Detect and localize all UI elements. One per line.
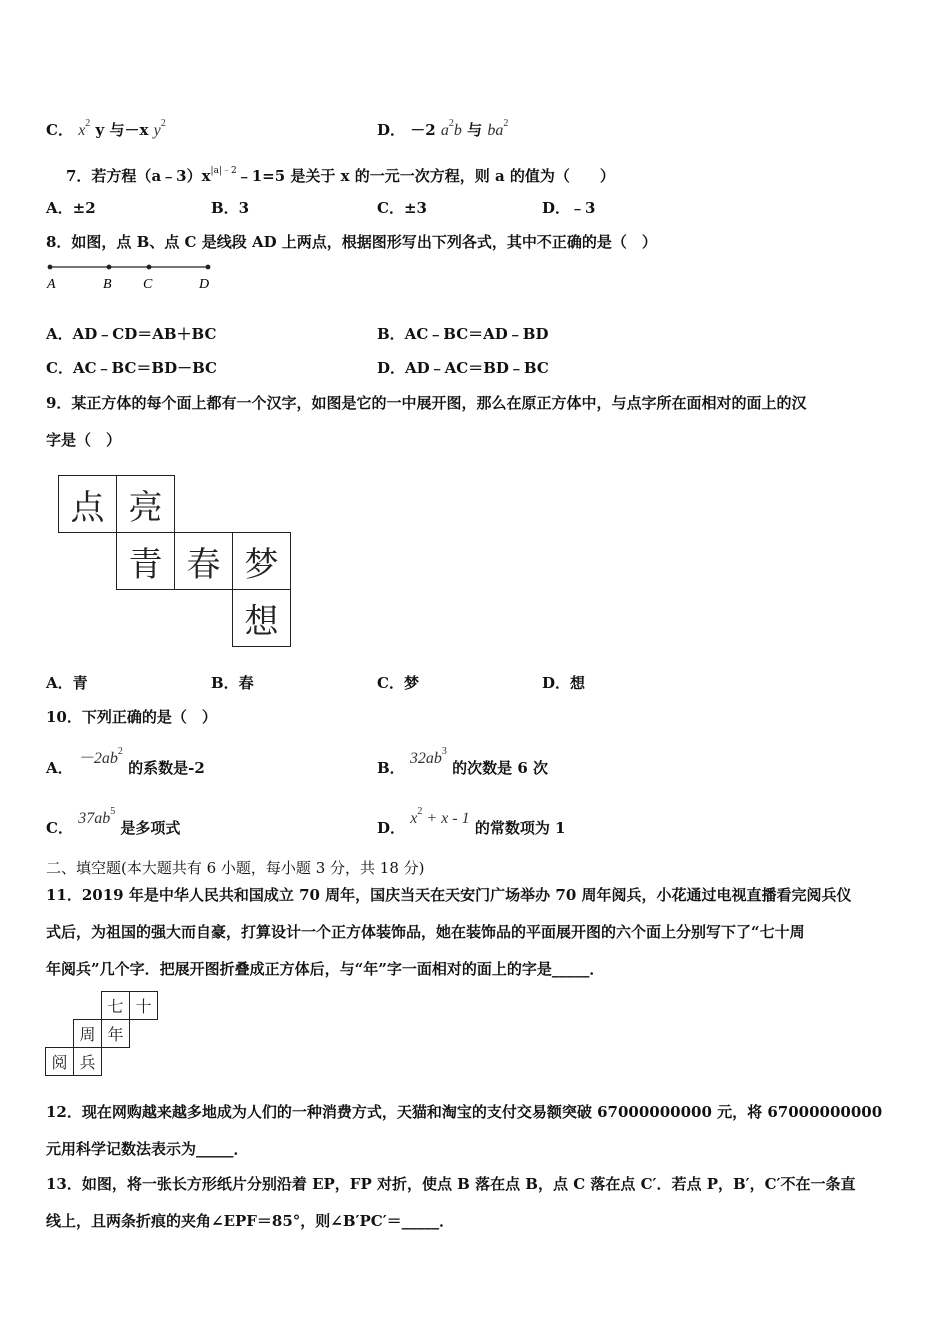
- q10-c-expr: [78, 806, 116, 827]
- q10-c-label: C．: [46, 819, 73, 837]
- q11-net-face-5: 阅: [46, 1048, 74, 1076]
- point-a-label: A: [47, 277, 56, 292]
- q6-option-d: [377, 114, 508, 141]
- q11-net-face-2: 十: [130, 992, 158, 1020]
- q10-b-expr-text: 32ab: [409, 750, 442, 767]
- q6-d-pre: －2: [410, 121, 436, 139]
- q6-c-e1sup: 2: [85, 118, 91, 129]
- q11-cube-net: [45, 991, 158, 1076]
- q11-line3: 年阅兵”几个字．把展开图折叠成正方体后，与“年”字一面相对的面上的字是_____．: [46, 960, 605, 978]
- q10-d-rest: + x - 1: [422, 810, 470, 827]
- q9-cube-net: [58, 475, 291, 647]
- q10-d-sup: 2: [417, 806, 423, 817]
- point-d-dot: [206, 265, 211, 270]
- q8-option-a: A．AD﹣CD＝AB＋BC: [46, 325, 217, 343]
- q9-net-face-5: 梦: [233, 533, 291, 590]
- q11-net-face-1: 七: [102, 992, 130, 1020]
- section-2-heading: 二、填空题(本大题共有 6 小题，每小题 3 分，共 18 分): [46, 859, 425, 877]
- q11-line2: 式后，为祖国的强大而自豪，打算设计一个正方体装饰品，她在装饰品的平面展开图的六个面上分别写下了“七十周: [46, 923, 805, 941]
- q6-c-expr2: [153, 118, 166, 139]
- q9-stem-line2: 字是（ ）: [46, 431, 122, 449]
- q7-exponent: |a|﹣2: [210, 166, 237, 176]
- q8-stem: 8．如图，点 B、点 C 是线段 AD 上两点，根据图形写出下列各式，其中不正确的是（ ）: [46, 233, 657, 251]
- q7-stem-b: ﹣1=5 是关于 x 的一元一次方程，则 a 的值为（ ）: [236, 167, 615, 185]
- q10-option-d: [377, 806, 566, 839]
- q10-a-text: 的系数是-2: [128, 759, 205, 777]
- q11-net-face-4: 年: [102, 1020, 130, 1048]
- q6-c-e1: x: [78, 122, 86, 139]
- point-a-dot: [48, 265, 53, 270]
- q6-d-mid: 与: [467, 121, 483, 139]
- q10-d-e1: x: [410, 810, 418, 827]
- point-b-dot: [107, 265, 112, 270]
- q7-stem: [66, 161, 615, 186]
- q10-a-expr-text: －2ab: [77, 750, 118, 767]
- q10-option-b: [377, 746, 549, 779]
- q10-d-text: 的常数项为 1: [474, 819, 566, 837]
- point-c-dot: [147, 265, 152, 270]
- q6-c-expr1: [78, 118, 91, 139]
- q6-d-e1: a: [440, 122, 449, 139]
- q10-c-expr-text: 37ab: [78, 810, 111, 827]
- q9-net-face-2: 亮: [117, 476, 175, 533]
- q9-stem-line1: 9．某正方体的每个面上都有一个汉字，如图是它的一中展开图，那么在原正方体中，与点字所在面相对的面上的汉: [46, 394, 807, 412]
- q8-segment-figure: [42, 258, 222, 294]
- q9-net-face-3: 青: [117, 533, 175, 590]
- q10-b-expr-sup: 3: [441, 746, 447, 757]
- q8-option-d: D．AD﹣AC＝BD﹣BC: [377, 359, 549, 377]
- q7-stem-a: 7．若方程（a﹣3）x: [66, 167, 211, 185]
- q13-line1: 13．如图，将一张长方形纸片分别沿着 EP，FP 对折，使点 B 落在点 B，点 C 落在点 C′．若点 P，B′，C′不在一条直: [46, 1175, 856, 1193]
- q6-d-e1b: b: [453, 122, 462, 139]
- q10-option-a: [46, 746, 205, 779]
- q7-option-c: C．±3: [377, 199, 427, 217]
- q6-option-c-label: C．: [46, 121, 73, 139]
- q6-d-expr2: [487, 118, 509, 139]
- point-b-label: B: [103, 277, 112, 292]
- q10-a-label: A．: [46, 759, 73, 777]
- point-c-label: C: [143, 277, 153, 292]
- q9-option-d: D．想: [542, 674, 586, 692]
- q7-option-d: D．﹣3: [542, 199, 596, 217]
- q6-d-e2sup: 2: [503, 118, 509, 129]
- q10-a-expr-sup: 2: [117, 746, 123, 757]
- q11-line1: 11．2019 年是中华人民共和国成立 70 周年，国庆当天在天安门广场举办 70 周年阅兵，小花通过电视直播看完阅兵仪: [46, 886, 852, 904]
- q10-b-expr: [409, 746, 447, 767]
- q11-net-face-3: 周: [74, 1020, 102, 1048]
- q6-c-e2: y: [153, 122, 161, 139]
- q8-option-b: B．AC﹣BC＝AD﹣BD: [377, 325, 549, 343]
- q10-option-c: [46, 806, 181, 839]
- q6-d-e2: ba: [487, 122, 504, 139]
- q12-line1: 12．现在网购越来越多地成为人们的一种消费方式，天猫和淘宝的支付交易额突破 67000000000 元，将 67000000000: [46, 1103, 883, 1121]
- q6-option-c: [46, 114, 166, 141]
- point-d-label: D: [199, 277, 210, 292]
- q9-option-c: C．梦: [377, 674, 419, 692]
- q10-b-text: 的次数是 6 次: [452, 759, 549, 777]
- q9-option-b: B．春: [211, 674, 254, 692]
- q9-net-face-4: 春: [175, 533, 233, 590]
- q10-d-expr: [410, 806, 470, 827]
- q9-option-a: A．青: [46, 674, 88, 692]
- q6-d-e1sup: 2: [448, 118, 454, 129]
- q10-d-label: D．: [377, 819, 406, 837]
- q10-c-text: 是多项式: [120, 819, 181, 837]
- q9-net-face-1: 点: [59, 476, 117, 533]
- q6-c-mid: y 与－x: [95, 121, 149, 139]
- q12-line2: 元用科学记数法表示为_____．: [46, 1140, 249, 1158]
- q8-option-c: C．AC﹣BC＝BD－BC: [46, 359, 217, 377]
- q10-stem: 10．下列正确的是（ ）: [46, 708, 217, 726]
- q6-c-e2sup: 2: [160, 118, 166, 129]
- q7-option-a: A．±2: [46, 199, 96, 217]
- q13-line2: 线上，且两条折痕的夹角∠EPF＝85°，则∠B′PC′＝_____．: [46, 1212, 455, 1230]
- q10-a-expr: [77, 746, 123, 767]
- q10-b-label: B．: [377, 759, 405, 777]
- q11-net-face-6: 兵: [74, 1048, 102, 1076]
- q6-option-d-label: D．: [377, 121, 406, 139]
- q7-option-b: B．3: [211, 199, 250, 217]
- q6-d-expr1: [440, 118, 462, 139]
- q10-c-expr-sup: 5: [110, 806, 116, 817]
- q9-net-face-6: 想: [233, 590, 291, 647]
